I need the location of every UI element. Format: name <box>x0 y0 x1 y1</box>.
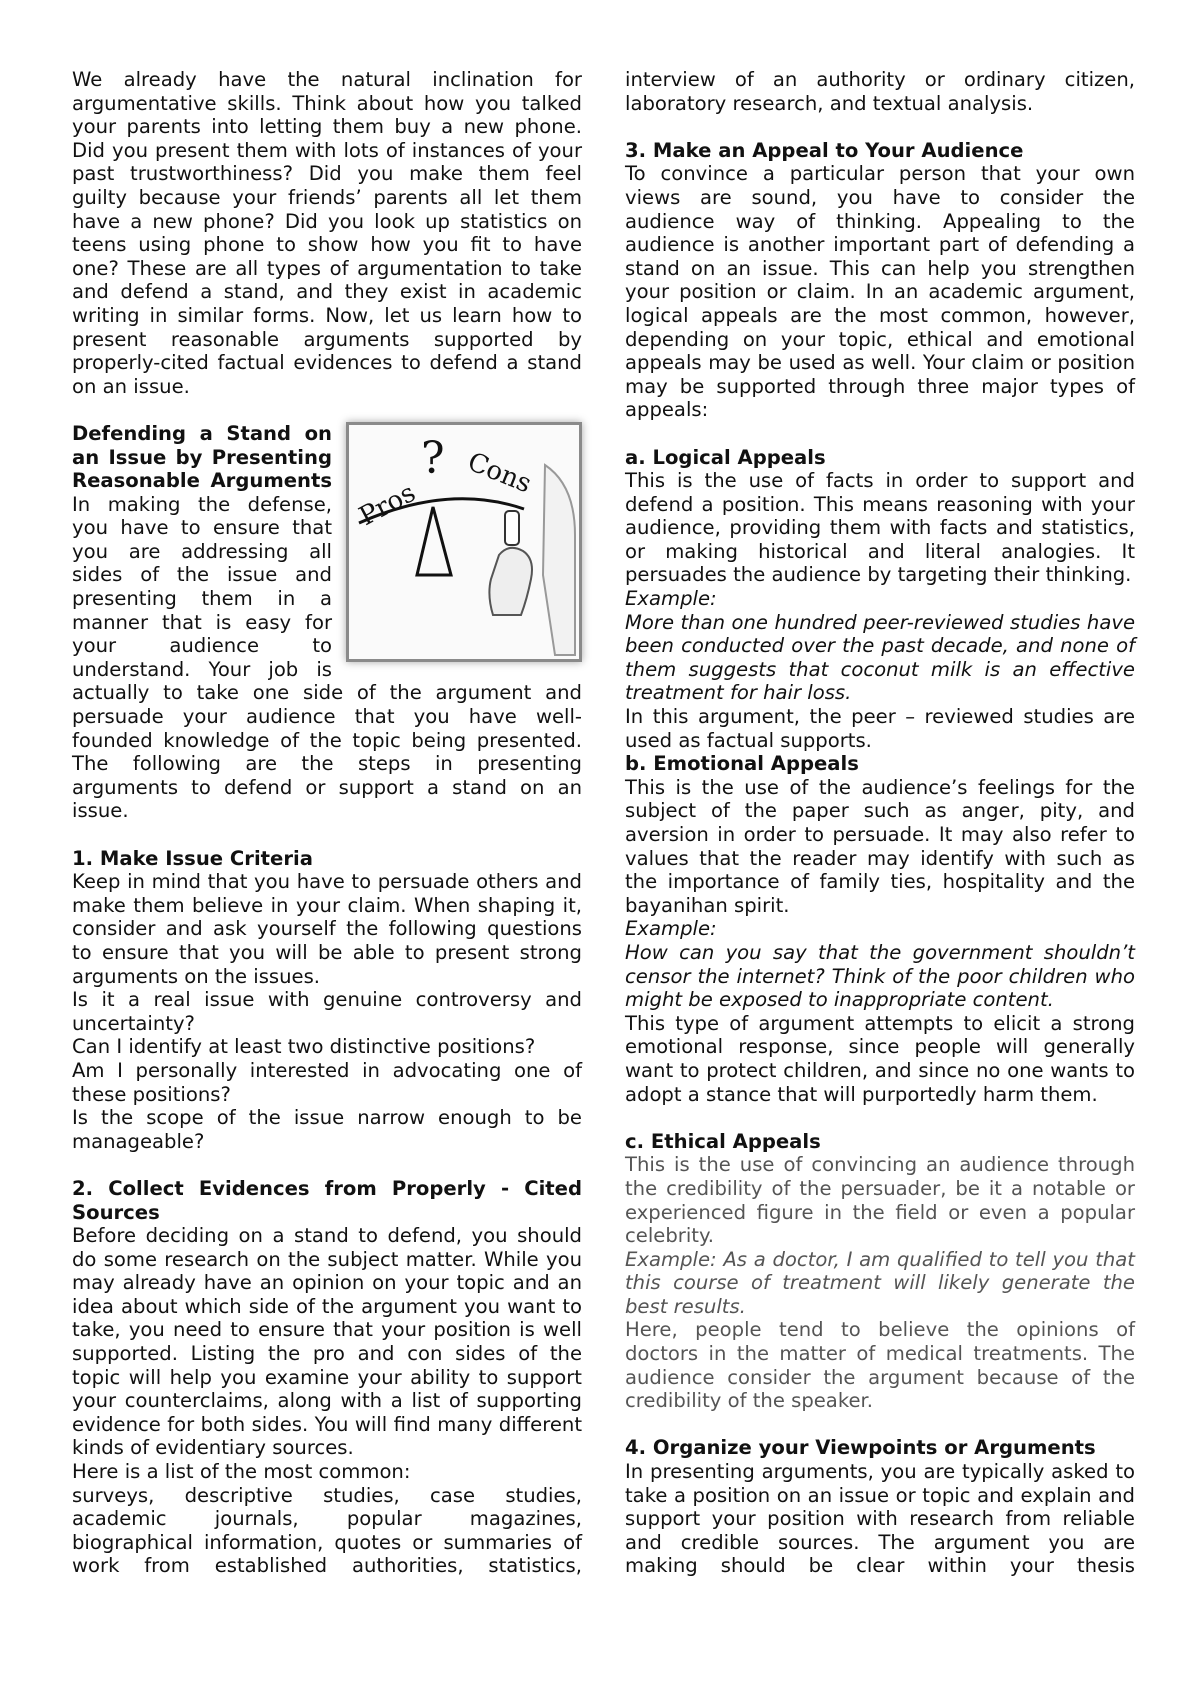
step3-body: To convince a particular person that your own views are sound, you have to consider the audience way of thinking. Appealing to the audience is another important part of defending a stand on an issue. This can help you strengthen your position or claim. In an academic argument, logical appeals are the most common, however, depending on your topic, ethical and emotional appeals may be used as well. Your claim or position may be supported through three major types of appeals: <box>625 162 1135 422</box>
cons-label: Cons <box>463 446 536 500</box>
logical-example-label: Example: <box>625 587 717 611</box>
defend-heading: Defending a Stand on an Issue by Presenting Reasonable Arguments <box>72 421 332 493</box>
step1-question: Can I identify at least two distinctive positions? <box>72 1035 536 1059</box>
left-column <box>72 68 582 1578</box>
step2-list: surveys, descriptive studies, case studies, academic journals, popular magazines, biographical information, quotes or summaries of work from established authorities, statistics, <box>72 1483 582 1578</box>
step2-list-intro: Here is a list of the most common: <box>72 1460 411 1484</box>
right-column <box>625 68 1135 1578</box>
emotional-appeals-body: This is the use of the audience’s feelings for the subject of the paper such as anger, pity, and aversion in order to persuade. It may also refer to values that the reader may identify with such as the importance of family ties, hospitality and the bayanihan spirit. <box>625 775 1135 917</box>
pros-label: Pros <box>354 477 421 533</box>
hand-icon <box>489 465 575 655</box>
step1-question: Am I personally interested in advocating one of these positions? <box>72 1058 582 1106</box>
emotional-after: This type of argument attempts to elicit a strong emotional response, since people will generally want to protect children, and since no one wants to adopt a stance that will purportedly harm them. <box>625 1011 1135 1106</box>
pros-cons-illustration <box>346 422 582 662</box>
emotional-example-label: Example: <box>625 917 717 941</box>
logical-example: More than one hundred peer-reviewed studies have been conducted over the past decade, and none of them suggests that coconut milk is an effective treatment for hair loss. <box>625 610 1135 705</box>
step1-heading: 1. Make Issue Criteria <box>72 846 313 870</box>
step1-question: Is it a real issue with genuine controversy and uncertainty? <box>72 988 582 1035</box>
emotional-appeals-heading: b. Emotional Appeals <box>625 752 859 776</box>
step1-question: Is the scope of the issue narrow enough to be manageable? <box>72 1106 582 1153</box>
step2-heading: 2. Collect Evidences from Properly - Cited Sources <box>72 1176 582 1224</box>
ethical-example: Example: As a doctor, I am qualified to tell you that this course of treatment will likely generate the best results. <box>625 1247 1135 1318</box>
logical-appeals-body: This is the use of facts in order to support and defend a position. This means reasoning with your audience, providing them with facts and statistics, or making historical and literal analogies. It persuades the audience by targeting their thinking. <box>625 469 1135 587</box>
step4-heading: 4. Organize your Viewpoints or Arguments <box>625 1436 1096 1460</box>
step4-body: In presenting arguments, you are typically asked to take a position on an issue or topic and explain and support your position with research from reliable and credible sources. The argument you are making should be clear within your thesis <box>625 1460 1135 1578</box>
step1-body: Keep in mind that you have to persuade others and make them believe in your claim. When shaping it, consider and ask yourself the following questions to ensure that you will be able to present strong arguments on the issues. <box>72 870 582 988</box>
ethical-after: Here, people tend to believe the opinions of doctors in the matter of medical treatments. The audience consider the argument because of the credibility of the speaker. <box>625 1318 1135 1413</box>
step2-list-continued: interview of an authority or ordinary citizen, laboratory research, and textual analysis. <box>625 68 1135 115</box>
intro-paragraph: We already have the natural inclination for argumentative skills. Think about how you talked your parents into letting them buy a new phone. Did you present them with lots of instances of your past trustworthiness? Did you make them feel guilty because your friends’ parents all let them have a new phone? Did you look up statistics on teens using phone to show how you fit to have one? These are all types of argumentation to take and defend a stand, and they exist in academic writing in similar forms. Now, let us learn how to present reasonable arguments supported by properly-cited factual evidences to defend a stand on an issue. <box>72 68 582 398</box>
logical-appeals-heading: a. Logical Appeals <box>625 445 826 469</box>
logical-after: In this argument, the peer – reviewed studies are used as factual supports. <box>625 705 1135 752</box>
step3-heading: 3. Make an Appeal to Your Audience <box>625 138 1024 162</box>
fulcrum-triangle <box>417 507 451 575</box>
step2-body: Before deciding on a stand to defend, you should do some research on the subject matter. While you may already have an opinion on your topic and an idea about which side of the argument you want to take, you need to ensure that your position is well supported. Listing the pro and con sides of the topic will help you examine your ability to support your counterclaims, along with a list of supporting evidence for both sides. You will find many different kinds of evidentiary sources. <box>72 1224 582 1460</box>
emotional-example: How can you say that the government shouldn’t censor the internet? Think of the poor children who might be exposed to inappropriate content. <box>625 940 1135 1012</box>
ethical-appeals-heading: c. Ethical Appeals <box>625 1129 821 1153</box>
question-mark: ? <box>421 432 445 484</box>
defend-body: In making the defense, you have to ensure that you are addressing all sides of the issue and presenting them in a manner that is easy for your audience to understand. Your job is actually to take one side of the argument and persuade your audience that you have well-founded knowledge of the topic being presented. The following are the steps in presenting arguments to defend or support a stand on an issue. <box>72 492 582 823</box>
ethical-appeals-body: This is the use of convincing an audience through the credibility of the persuader, be it a notable or experienced figure in the field or even a popular celebrity. <box>625 1153 1135 1248</box>
